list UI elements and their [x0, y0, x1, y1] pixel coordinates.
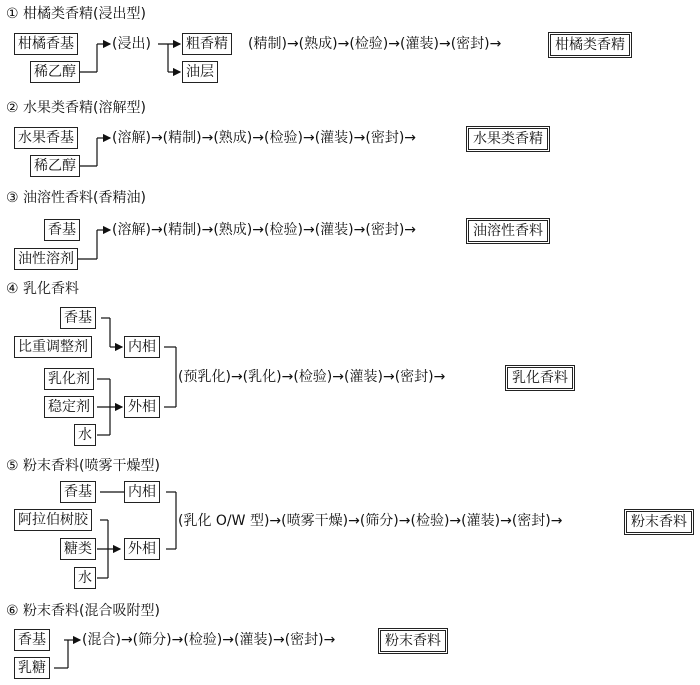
- product-box: 油溶性香料: [466, 218, 550, 244]
- process-step: (检验): [264, 130, 303, 146]
- process-step: (精制): [162, 130, 202, 146]
- product-box: 乳化香料: [505, 365, 575, 391]
- process-step: (精制): [248, 36, 287, 52]
- process-step: (乳化 O/W 型): [178, 513, 270, 529]
- intermediate-box: 粗香精: [182, 33, 232, 55]
- input-box: 乳化剂: [44, 368, 94, 390]
- input-box: 稀乙醇: [30, 61, 80, 83]
- process-step: (喷雾干燥): [281, 513, 349, 529]
- process-chain: (乳化 O/W 型)→(喷雾干燥)→(筛分)→(检验)→(灌装)→(密封)→: [178, 513, 563, 529]
- process-step: (灌装): [314, 130, 354, 146]
- input-box: 水果香基: [14, 127, 78, 149]
- section-3-title: ③ 油溶性香料(香精油): [6, 190, 146, 206]
- product-box: 粉末香料: [624, 509, 694, 535]
- section-2-title: ② 水果类香精(溶解型): [6, 100, 146, 116]
- process-step: (溶解): [112, 130, 151, 146]
- input-box: 水: [74, 567, 96, 589]
- input-box: 香基: [14, 629, 50, 651]
- input-box: 香基: [60, 481, 96, 503]
- input-box: 油性溶剂: [14, 248, 78, 270]
- inner-phase-box: 内相: [124, 336, 160, 358]
- outer-phase-box: 外相: [124, 396, 160, 418]
- process-chain: (溶解)→(精制)→(熟成)→(检验)→(灌装)→(密封)→: [112, 222, 417, 238]
- process-step: (灌装): [344, 369, 383, 385]
- process-step: (密封): [394, 369, 434, 385]
- input-box: 糖类: [60, 538, 96, 560]
- process-chain: (预乳化)→(乳化)→(检验)→(灌装)→(密封)→: [178, 369, 446, 385]
- product-box: 水果类香精: [466, 126, 550, 152]
- process-step: (灌装): [461, 513, 501, 529]
- section-5-title: ⑤ 粉末香料(喷雾干燥型): [6, 458, 160, 474]
- process-step: (检验): [183, 632, 223, 648]
- process-step: (灌装): [400, 36, 439, 52]
- section-6-title: ⑥ 粉末香料(混合吸附型): [6, 603, 160, 619]
- input-box: 稳定剂: [44, 396, 94, 418]
- input-box: 稀乙醇: [30, 155, 80, 177]
- process-step: (乳化): [242, 369, 282, 385]
- input-box: 比重调整剂: [14, 336, 92, 358]
- process-step: (灌装): [314, 222, 354, 238]
- input-box: 阿拉伯树胶: [14, 509, 92, 531]
- inner-phase-box: 内相: [124, 481, 160, 503]
- outer-phase-box: 外相: [124, 538, 160, 560]
- process-step: (预乳化): [178, 369, 231, 385]
- side-output-box: 油层: [182, 61, 218, 83]
- process-chain: (混合)→(筛分)→(检验)→(灌装)→(密封)→: [82, 632, 336, 648]
- product-box: 粉末香料: [378, 628, 448, 654]
- process-step: (精制): [162, 222, 202, 238]
- process-step: (密封): [284, 632, 324, 648]
- process-step: (浸出): [112, 36, 151, 52]
- process-step: (检验): [264, 222, 303, 238]
- process-step: (筛分): [359, 513, 399, 529]
- process-step: (灌装): [234, 632, 273, 648]
- process-step: (密封): [365, 130, 405, 146]
- section-4-title: ④ 乳化香料: [6, 281, 80, 297]
- process-step: (密封): [511, 513, 551, 529]
- process-step: (混合): [82, 632, 121, 648]
- process-chain: (精制)→(熟成)→(检验)→(灌装)→(密封)→: [248, 36, 502, 52]
- input-box: 香基: [44, 219, 80, 241]
- process-step: (检验): [349, 36, 389, 52]
- process-step: (筛分): [132, 632, 172, 648]
- process-step: (熟成): [298, 36, 338, 52]
- input-box: 柑橘香基: [14, 33, 78, 55]
- process-step: (检验): [293, 369, 333, 385]
- process-step: (密封): [450, 36, 490, 52]
- process-step: (溶解): [112, 222, 151, 238]
- product-box: 柑橘类香精: [548, 32, 632, 58]
- process-chain: (溶解)→(精制)→(熟成)→(检验)→(灌装)→(密封)→: [112, 130, 417, 146]
- process-step: (熟成): [213, 130, 253, 146]
- process-step: (密封): [365, 222, 405, 238]
- input-box: 乳糖: [14, 657, 50, 679]
- input-box: 香基: [60, 307, 96, 329]
- input-box: 水: [74, 424, 96, 446]
- section-1-title: ① 柑橘类香精(浸出型): [6, 6, 146, 22]
- process-step: (检验): [410, 513, 450, 529]
- process-step: (熟成): [213, 222, 253, 238]
